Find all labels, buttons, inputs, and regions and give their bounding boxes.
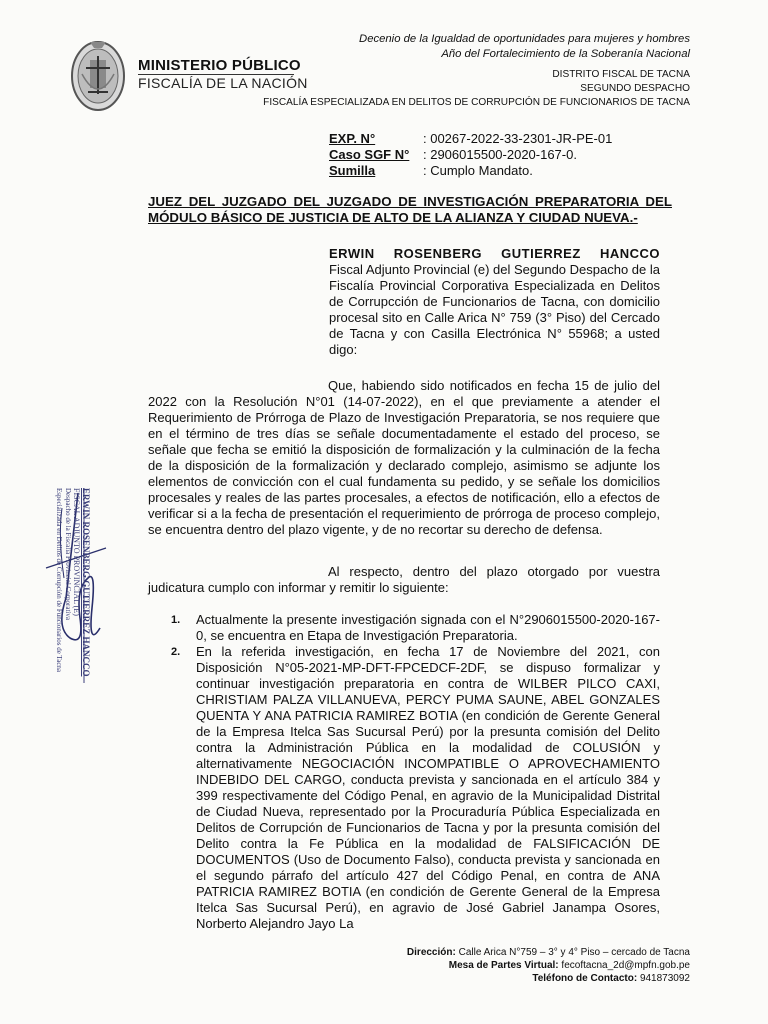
exp-label: EXP. N°	[329, 131, 376, 146]
mesa-value: fecoftacna_2d@mpfn.gob.pe	[561, 960, 690, 971]
direccion-value: Calle Arica N°759 – 3° y 4° Piso – cercado de Tacna	[458, 947, 690, 958]
stamp-despacho: Despacho de la Fiscalía Provincial Corporativa	[64, 488, 72, 620]
list-item	[148, 612, 660, 644]
direccion-label: Dirección:	[406, 947, 456, 958]
stamp-title: FISCAL ADJUNTO PROVINCIAL (E)	[72, 488, 81, 616]
footer-mesa	[407, 959, 690, 972]
list-item-text: En la referida investigación, en fecha 17 de Noviembre del 2021, con Disposición N°05-2021-MP-DFT-FPCEDCF-2DF, se dispuso formalizar y continuar investigación preparatoria en contra de WILBER PILCO CAXI, CHRISTIAM PALZA VILLANUEVA, PERCY PUMA SAUNE, ABEL GONZALES QUENTA Y ANA PATRICIA RAMIREZ BOTIA (en condición de Gerente General de la Empresa Itelca Sas Sucursal Perú) por la presunta comisión del Delito contra la Administración Pública en la modalidad de COLUSIÓN y alternativamente NEGOCIACIÓN INCOMPATIBLE O APROVECHAMIENTO INDEBIDO DEL CARGO, conducta prevista y sancionada en el artículo 384 y 399 respectivamente del Código Penal, en agravio de la Municipalidad Distrital de Ciudad Nueva, representado por la Procuraduría Pública Especializada en Delitos de Corrupción de Funcionarios de Tacna y por la presunta comisión del Delito contra la Fe Pública en la modalidad de FALSIFICACIÓN DE DOCUMENTOS (Uso de Documento Falso), conducta prevista y sancionada en el segundo párrafo del artículo 427 del Código Penal, en contra de ANA PATRICIA RAMIREZ BOTIA (en condición de Gerente General de la Empresa Itelca Sas Sucursal Perú), en agravio de José Gabriel Janampa Osores, Norberto Alejandro Jayo La	[196, 644, 660, 931]
list-item-number: 1.	[171, 614, 181, 626]
institution-subtitle: FISCALÍA DE LA NACIÓN	[138, 75, 308, 91]
list-item	[148, 644, 660, 932]
case-reference	[329, 131, 612, 179]
sumilla-value: : Cumplo Mandato.	[423, 163, 533, 178]
decenio-heading	[359, 32, 690, 62]
office-heading	[263, 68, 690, 110]
addressee: JUEZ DEL JUZGADO DEL JUZGADO DE INVESTIGACIÓN PREPARATORIA DEL MÓDULO BÁSICO DE JUSTICIA DE ALTO DE LA ALIANZA Y CIUDAD NUEVA.-	[148, 194, 672, 225]
office-despacho: SEGUNDO DESPACHO	[580, 83, 690, 94]
sumilla-label: Sumilla	[329, 163, 376, 178]
footer-contact	[407, 946, 690, 985]
stamp-name: ERWIN ROSENBERG GUTIERREZ HANCCO	[81, 488, 91, 677]
list-item-text: Actualmente la presente investigación signada con el N°2906015500-2020-167-0, se encuentra en Etapa de Investigación Preparatoria.	[196, 612, 660, 643]
filer-description: Fiscal Adjunto Provincial (e) del Segundo Despacho de la Fiscalía Provincial Corporativa Especializada en Delitos de Corrupcción de Funcionarios de Tacna, con domicilio procesal sito en Calle Arica N° 759 (3° Piso) del Cercado de Tacna y con Casilla Electrónica N° 55968; a usted digo:	[329, 262, 660, 357]
sgf-value: : 2906015500-2020-167-0.	[423, 147, 577, 162]
office-district: DISTRITO FISCAL DE TACNA	[552, 69, 690, 80]
footer-telefono	[407, 972, 690, 985]
stamp-specialty: Especializada en Delitos de Corrupción de Funcionarios de Tacna	[55, 488, 63, 673]
ministerio-publico-logo-icon	[68, 34, 128, 114]
year-name-line: Año del Fortalecimiento de la Soberanía Nacional	[441, 48, 690, 60]
numbered-list	[148, 612, 660, 932]
exp-value: : 00267-2022-33-2301-JR-PE-01	[423, 131, 613, 146]
decenio-line: Decenio de la Igualdad de oportunidades para mujeres y hombres	[359, 33, 690, 45]
footer-direccion	[407, 946, 690, 959]
mesa-label: Mesa de Partes Virtual:	[448, 960, 559, 971]
sgf-label: Caso SGF N°	[329, 147, 410, 162]
telefono-label: Teléfono de Contacto:	[532, 973, 638, 984]
telefono-value: 941873092	[639, 973, 690, 984]
filer-name: ERWIN ROSENBERG GUTIERREZ HANCCO	[329, 246, 660, 261]
institution-name: MINISTERIO PÚBLICO	[138, 57, 301, 74]
paragraph-notification: Que, habiendo sido notificados en fecha 15 de julio del 2022 con la Resolución N°01 (14-07-2022), en el que previamente a atender el Requerimiento de Prórroga de Plazo de Investigación Preparatoria, se nos requiere que en el término de tres días se señale documentadamente el estado del proceso, se señale que fecha se emitió la disposición de formalización y la culminación de la fecha de la disposición de la formalización y declarado complejo, asimismo se adjunte los elementos de convicción con el cual fundamenta su pedido, y se señale los domicilios procesales y reales de las partes procesales, a efectos de notificación, ello a efectos de verificar si a la fecha de presentación el requerimiento de prórroga de proceso complejo, se encuentra dentro del plazo vigente, y de no recortar su derecho de defensa.	[148, 378, 660, 537]
office-fiscalia: FISCALÍA ESPECIALIZADA EN DELITOS DE CORRUPCIÓN DE FUNCIONARIOS DE TACNA	[263, 97, 690, 108]
paragraph-response: Al respecto, dentro del plazo otorgado por vuestra judicatura cumplo con informar y remitir lo siguiente:	[148, 564, 660, 595]
list-item-number: 2.	[171, 646, 181, 658]
filer-block	[329, 246, 660, 358]
